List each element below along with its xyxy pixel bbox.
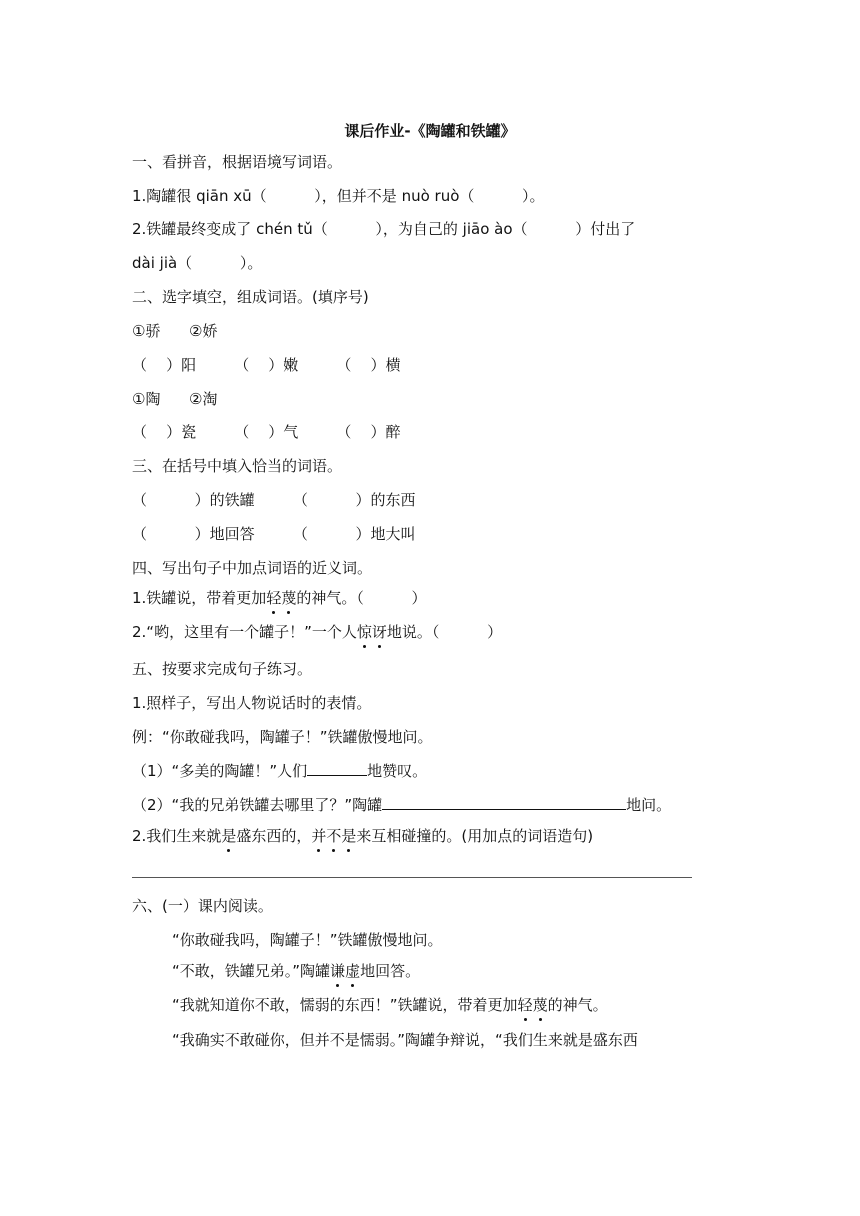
answer-blank[interactable]	[307, 761, 367, 776]
reading-line-2: “不敢，铁罐兄弟。”陶罐谦虚地回答。	[172, 962, 421, 980]
section1-question-2: 2.铁罐最终变成了 chén tǔ（ ），为自己的 jiāo ào（ ）付出了	[132, 220, 636, 238]
section4-question-1: 1.铁罐说，带着更加轻蔑的神气。（ ）	[132, 589, 427, 607]
section2-options-2: ①陶 ②淘	[132, 390, 218, 408]
reading-line-1: “你敢碰我吗，陶罐子！”铁罐傲慢地问。	[172, 931, 443, 949]
section1-question-1: 1.陶罐很 qiān xū（ ），但并不是 nuò ruò（ ）。	[132, 187, 545, 205]
section6-heading: 六、(一）课内阅读。	[132, 897, 273, 915]
section4-question-2: 2.“哟，这里有一个罐子！”一个人惊讶地说。（ ）	[132, 623, 503, 641]
section2-heading: 二、选字填空，组成词语。(填序号)	[132, 288, 369, 306]
section5-heading: 五、按要求完成句子练习。	[132, 660, 313, 678]
section2-row-2: （ ）瓷 （ ）气 （ ）醉	[132, 423, 401, 441]
reading-line-3: “我就知道你不敢，懦弱的东西！”铁罐说，带着更加轻蔑的神气。	[172, 996, 608, 1014]
section5-part-1: （1）“多美的陶罐！”人们 地赞叹。	[132, 762, 428, 780]
section1-question-2-cont: dài jià（ ）。	[132, 254, 263, 272]
answer-blank[interactable]	[382, 795, 626, 810]
reading-line-4: “我确实不敢碰你，但并不是懦弱。”陶罐争辩说，“我们生来就是盛东西	[172, 1031, 638, 1049]
section2-row-1: （ ）阳 （ ）嫩 （ ）横	[132, 356, 401, 374]
section3-row-2: （ ）地回答 （ ）地大叫	[132, 525, 416, 543]
section5-sub-1: 1.照样子，写出人物说话时的表情。	[132, 694, 372, 712]
section5-example: 例：“你敢碰我吗，陶罐子！”铁罐傲慢地问。	[132, 728, 433, 746]
page-title: 课后作业-《陶罐和铁罐》	[344, 122, 516, 140]
section5-sub-2: 2.我们生来就是盛东西的，并不是来互相碰撞的。(用加点的词语造句)	[132, 827, 594, 845]
section3-heading: 三、在括号中填入恰当的词语。	[132, 457, 343, 475]
section1-heading: 一、看拼音，根据语境写词语。	[132, 153, 343, 171]
section2-options-1: ①骄 ②娇	[132, 322, 218, 340]
section5-part-2: （2）“我的兄弟铁罐去哪里了？”陶罐 地问。	[132, 796, 672, 814]
section4-heading: 四、写出句子中加点词语的近义词。	[132, 559, 373, 577]
section3-row-1: （ ）的铁罐 （ ）的东西	[132, 491, 416, 509]
answer-line[interactable]	[132, 877, 692, 878]
